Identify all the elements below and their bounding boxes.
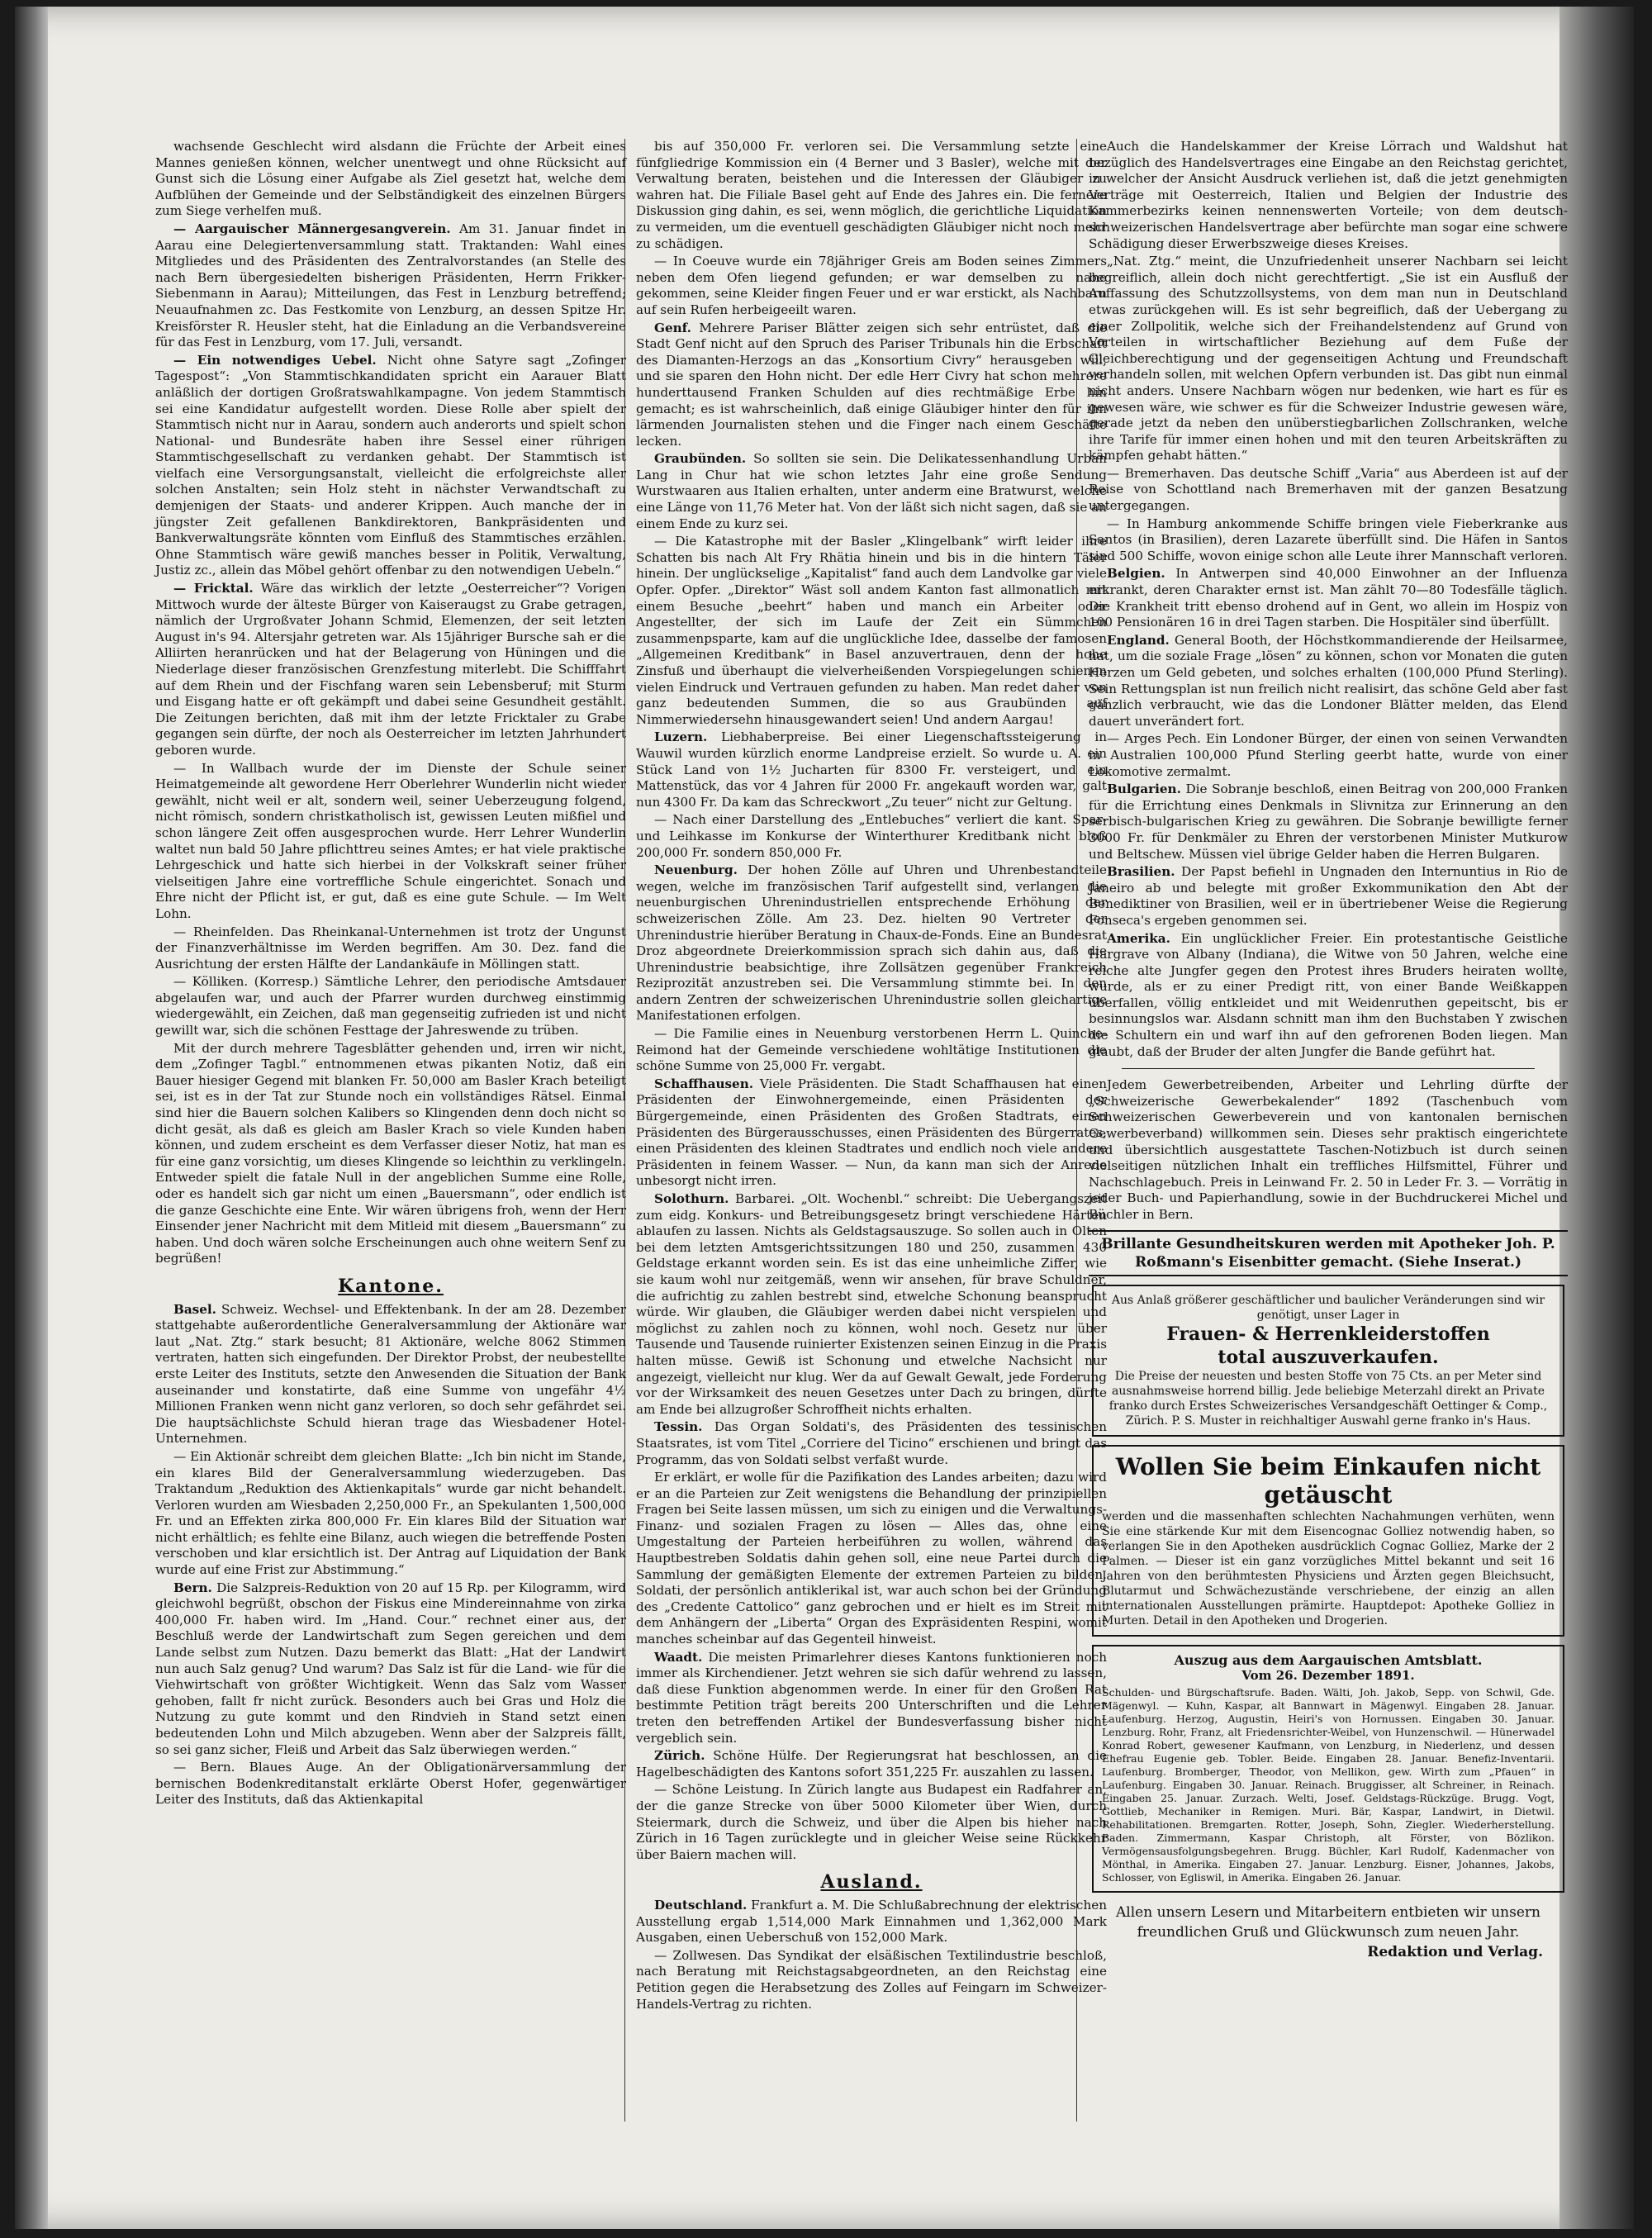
column-2 (636, 139, 1107, 2138)
article-text: — Rheinfelden. Das Rheinkanal-Unternehmen ist trotz der Ungunst der Finanzverhältnisse im Werden begriffen. Am 30. Dez. fand die Ausrichtung der ersten Hälfte der Landankäufe in Möllingen statt. (155, 924, 626, 972)
new-year-greeting (1089, 1903, 1568, 1962)
article-lead: Zürich. (654, 1748, 705, 1764)
article-text: Waadt. Die meisten Primarlehrer dieses Kantons funktionieren noch immer als Kirchendiener. Jetzt wehren sie sich dafür wehrend zu lassen, daß diese Funktion abgenommen werde. In einer für den Großen Rat bestimmte Petition trägt bereits 200 Unterschriften und die Lehrer treten den betreffenden Artikel der Bundesverfassung bisher nicht vergeblich sein. (636, 1649, 1107, 1746)
notice-eisenbitter: Brillante Gesundheitskuren werden mit Apotheker Joh. P. Roßmann's Eisenbitter gemacht. (Siehe Inserat.) (1089, 1230, 1568, 1276)
article-text: Solothurn. Barbarei. „Olt. Wochenbl.“ schreibt: Die Uebergangszeit zum eidg. Konkurs- und Betreibungsgesetz bringt verschiedene Härten ablaufen zu lassen. Nichts als Geldstagsauszuge. So sollen auch in Olten bei dem letzten Amtsgerichtssitzungen 180 und 250, zusammen 430 Geldstage erkannt worden sein. Es ist das eine unheimliche Ziffer, wie sie kaum wohl nur zeitgemäß, wenn wir ansehen, für brave Schuldner, die aufrichtig zu zahlen bestrebt sind, etwelche Schonung beansprucht würde. Wir glauben, die Gläubiger werden dabei nicht verspielen und möglichst zu zahlen noch zu können, wohl noch. Gesetz nur über Tausende und Tausende ruinierter Existenzen seinen Einzug in die Praxis halten müsse. Gewiß ist Schonung und etwelche Nachsicht nur angezeigt, vielleicht nur klug. Wer da auf Gewalt Gewalt, jede Forderung vor der Wirksamkeit des neuen Gesetzes unter Dach zu bringen, dürfte am Ende bei allzugroßer Schroffheit nichts erhalten. (636, 1191, 1107, 1417)
article-text: „Nat. Ztg.“ meint, die Unzufriedenheit unserer Nachbarn sei leicht begreiflich, allein doch nicht gerechtfertigt. „Sie ist ein Ausfluß der Auffassung des Schutzzollsystems, von dem man nun in Deutschland etwas zurückgehen will. Es ist sehr begreiflich, daß der Uebergang zu einer Zollpolitik, welche sich der Freihandelstendenz auf Grund von Vorteilen in wirtschaftlicher Beziehung auf dem Fuße der Gleichberechtigung und der gegenseitigen Achtung und Freundschaft verhandeln sollen, mit welchen Opfern verbunden ist. Das gibt nun einmal nicht anders. Unsere Nachbarn wögen nur bedenken, wie hart es für es gewesen wäre, wie schwer es für die Schweizer Industrie gewesen wäre, gerade jetzt da neben den unüberstiegbarlichen Zollschranken, welche ihre Tarife für immer einen hohen und mit den teuren Arbeitskräften zu kämpfen gehabt hätten.“ (1089, 254, 1568, 463)
article-text: — In Coeuve wurde ein 78jähriger Greis am Boden seines Zimmers neben dem Ofen liegend gefunden; er war demselben zu nahe gekommen, seine Kleider fingen Feuer und er war erstickt, als Nachbarn auf sein Rufen herbeigeeilt waren. (636, 254, 1107, 317)
article-text: Genf. Mehrere Pariser Blätter zeigen sich sehr entrüstet, daß die Stadt Genf nicht auf den Spruch des Pariser Tribunals hin die Erbschaft des Diamanten-Herzogs an das „Konsortium Civry“ herausgeben will, und sie sparen den Hohn nicht. Der edle Herr Civry hat schon mehrere hunderttausend Franken Schulden auf dies rechtmäßige Erbe hin gemacht; es ist wahrscheinlich, daß einige Gläubiger hinter den für ihn lärmenden Journalisten stehen und die Finger nach einem Geschäfte lecken. (636, 320, 1107, 449)
article-text: — Schöne Leistung. In Zürich langte aus Budapest ein Radfahrer an, der die ganze Strecke von über 5000 Kilometer über Wien, durch Steiermark, durch die Schweiz, und über die Alpen bis hieher nach Zürich in 16 Tagen zurücklegte und in gleicher Weise seine Rückkehr über Baiern machen will. (636, 1782, 1107, 1862)
article-text: — Die Familie eines in Neuenburg verstorbenen Herrn L. Quinche-Reimond hat der Gemeinde verschiedene wohltätige Institutionen die schöne Summe von 25,000 Fr. vergabt. (636, 1026, 1107, 1074)
article-lead: Luzern. (654, 729, 708, 745)
article-text: — Ein notwendiges Uebel. Nicht ohne Satyre sagt „Zofinger Tagespost“: „Von Stammtischkandidaten spricht ein Aarauer Blatt anläßlich der dortigen Großratswahlkampagne. Von jedem Stammtisch sei eine Kandidatur aufgestellt worden. Diese Rolle aber spielt der Stammtisch nicht nur in Aarau, sondern auch anderorts und spielt schon National- und Bundesräte haben ihre Sessel einer rührigen Stammtischgesellschaft zu verdanken gehabt. Der Stammtisch ist vielfach eine Versorgungsanstalt, vielleicht die erfolgreichste aller solchen Anstalten; sein Holz steht in nächster Verwandtschaft zu demjenigen der Staats- und anderer Krippen. Auch manche der in jüngster Zeit gefallenen Bankdirektoren, Bankpräsidenten und Bankverwaltungsräte könnten vom Einfluß des Stammtisches erzählen. Ohne Stammtisch wäre gewiß manches besser in Politik, Verwaltung, Justiz zc., allein das Möbel gehört offenbar zu den notwendigen Uebeln.“ (155, 352, 626, 578)
article-lead: Waadt. (654, 1649, 703, 1665)
article-text: wachsende Geschlecht wird alsdann die Früchte der Arbeit eines Mannes genießen können, welcher unentwegt und ohne Rücksicht auf Gunst sich die Lösung einer Aufgabe als Ziel gesetzt hat, welche dem Aufblühen der Gemeinde und der Selbständigkeit des einzelnen Bürgers zum Siege verhelfen muß. (155, 139, 626, 219)
newspaper-page (15, 7, 1634, 2229)
article-lead: Solothurn. (654, 1191, 729, 1206)
article-text: — Bern. Blaues Auge. An der Obligationärversammlung der bernischen Bodenkreditanstalt erklärte Oberst Hofer, gegenwärtiger Leiter des Instituts, daß das Aktienkapital (155, 1760, 626, 1808)
notice-gewerbekalender: Jedem Gewerbetreibenden, Arbeiter und Lehrling dürfte der „Schweizerische Gewerbekalender“ 1892 (Taschenbuch vom Schweizerischen Gewerbeverein und von kantonalen bernischen Gewerbeverband) willkommen sein. Dieses sehr praktisch eingerichtete und übersichtlich ausgestattete Taschen-Notizbuch ist durch seinen vielseitigen nützlichen Inhalt ein treffliches Hilfsmittel, Führer und Nachschlagebuch. Preis in Leinwand Fr. 2. 50 in Leder Fr. 3. — Vorrätig in jeder Buch- und Papierhandlung, sowie in der Buchdruckerei Michel und Büchler in Bern. (1089, 1077, 1568, 1222)
article-lead: Genf. (654, 320, 691, 335)
article-text: Brasilien. Der Papst befiehl in Ungnaden den Internuntius in Rio de Janeiro ab und belegte mit großer Exkommunikation den Abt der Benediktiner von Brasilien, weil er in übertriebener Weise die Regierung Fonseca's ergeben genommen sei. (1089, 864, 1569, 928)
article-text: — Arges Pech. Ein Londoner Bürger, der einen von seinen Verwandten in Australien 100,000 Pfund Sterling geerbt hatte, wurde von einer Lokomotive zermalmt. (1089, 731, 1568, 779)
divider (1122, 1068, 1535, 1069)
article-text: Mit der durch mehrere Tagesblätter gehenden und, irren wir nicht, dem „Zofinger Tagbl.“ entnommenen etwas pikanten Notiz, daß ein Bauer hiesiger Gegend mit blanken Fr. 50,000 am Basler Krach beteiligt sei, ist es in der Tat zur Stunde noch ein vollständiges Rätsel. Einmal sind hier die Bauern solchen Kalibers so Klingenden denn doch nicht so dicht gesät, als daß es gleich am Basler Krach so viele Kunden haben können, und zudem erscheint es dem Verfasser dieser Notiz, hat man es für eine ganz vorsichtig, um dieses Klingende so leichthin zu verklingeln. Entweder spielt die fatale Null in der angeblichen Summe eine Rolle, oder es handelt sich gar nicht um einen „Bauersmann“, oder endlich ist die ganze Geschichte eine Ente. Wir wären übrigens froh, wenn der Herr Einsender jener Nachricht mit dem Mitleid mit diesem „Bauersmann“ zu haben. Und doch wären solche Erscheinungen auch ohne weitern Senf zu begrüßen! (155, 1040, 626, 1266)
column-3 (1089, 139, 1568, 2138)
article-lead: Tessin. (654, 1419, 703, 1435)
amtsblatt-date: Vom 26. Dezember 1891. (1241, 1667, 1415, 1683)
article-text: — Bremerhaven. Das deutsche Schiff „Varia“ aus Aberdeen ist auf der Reise von Schottland nach Bremerhaven mit der ganzen Besatzung untergegangen. (1089, 465, 1568, 514)
article-text: — Zollwesen. Das Syndikat der elsäßischen Textilindustrie beschloß, nach Beratung mit Reichstagsabgeordneten, an den Reichstag eine Petition gegen die Herabsetzung des Zolles auf Feingarn im Schweizer-Handels-Vertrag zu richten. (636, 1947, 1107, 2012)
article-lead: — Aargauischer Männergesangverein. (173, 221, 451, 236)
greeting-signature: Redaktion und Verlag. (1367, 1943, 1543, 1960)
ad-headline: Wollen Sie beim Einkaufen nicht getäuscht (1115, 1452, 1541, 1509)
article-lead: Graubünden. (654, 451, 747, 467)
advertisement-stoffe (1092, 1285, 1564, 1437)
amtsblatt-title: Auszug aus dem Aargauischen Amtsblatt. (1174, 1651, 1483, 1668)
article-text: — Ein Aktionär schreibt dem gleichen Blatte: „Ich bin nicht im Stande, ein klares Bild der Generalversammlung wiederzugeben. Das Traktandum „Reduktion des Aktienkapitals“ wurde gar nicht behandelt. Verloren wurden am Wiesbaden 2,250,000 Fr., an Spekulanten 1,500,000 Fr. und an Effekten zirka 800,000 Fr. Ein klares Bild der Situation war nicht erhältlich; es fehlte eine Bilanz, auch wiegen die betreffende Posten verschoben und klar ersichtlich ist. Der Antrag auf Liquidation der Bank wurde auf eine Frist zur Abstimmung.“ (155, 1448, 626, 1578)
article-text: Luzern. Liebhaberpreise. Bei einer Liegenschaftssteigerung in Wauwil wurden kürzlich enorme Landpreise erzielt. So wurde u. A. ein Stück Land von 1½ Jucharten für 8300 Fr. versteigert, und ein Mattenstück, das vor 4 Jahren für 2000 Fr. angekauft worden war, galt nun 4300 Fr. Da kam das Schreckwort „Zu teuer“ nicht zur Geltung. (636, 729, 1107, 810)
article-text: — In Hamburg ankommende Schiffe bringen viele Fieberkranke aus Santos (in Brasilien), deren Lazarete überfüllt sind. Die Häfen in Santos sind 500 Schiffe, wovon einige schon alle Leute ihrer Mannschaft verloren. (1089, 516, 1568, 563)
article-lead: Brasilien. (1107, 864, 1175, 880)
advertisement-cognac (1092, 1445, 1564, 1637)
ad-body: Die Preise der neuesten und besten Stoffe von 75 Cts. an per Meter sind ausnahmsweise horrend billig. Jede beliebige Meterzahl direkt an Private franko durch Erstes Schweizerisches Versandgeschäft Oettinger & Comp., Zürich. P. S. Muster in reichhaltiger Auswahl gerne franko in's Haus. (1108, 1369, 1548, 1428)
article-text: — Nach einer Darstellung des „Entlebuches“ verliert die kant. Spar- und Leihkasse im Konkurse der Winterthurer Kreditbank nicht bloß 200,000 Fr. sondern 850,000 Fr. (636, 812, 1107, 860)
article-lead: Amerika. (1107, 930, 1170, 946)
article-text: Tessin. Das Organ Soldati's, des Präsidenten des tessinischen Staatsrates, ist vom Titel „Corriere del Ticino“ erschienen und bringt das Programm, das von Soldati selbst verfaßt wurde. (636, 1419, 1107, 1467)
article-text: Bulgarien. Die Sobranje beschloß, einen Beitrag von 200,000 Franken für die Errichtung eines Denkmals in Slivnitza zur Erinnerung an den serbisch-bulgarischen Krieg zu gewähren. Die Sobranje bewilligte ferner 3000 Fr. für Denkmäler zu Ehren der verstorbenen Minister Mutkurow und Beltschew. Müssen viel übrige Gelder haben die Herren Bulgaren. (1089, 782, 1568, 862)
column-1 (155, 139, 626, 2138)
article-lead: England. (1107, 632, 1170, 648)
scan-edge-left (15, 7, 48, 2229)
article-text: Graubünden. So sollten sie sein. Die Delikatessenhandlung Urban Lang in Chur hat wie schon letztes Jahr eine große Sendung Wurstwaaren aus Italien erhalten, unter anderm eine Bratwurst, welche eine Länge von 11,76 Meter hat. Von der läßt sich nicht sagen, daß sie an einem Ende zu kurz sei. (636, 451, 1108, 531)
article-lead: Schaffhausen. (654, 1076, 754, 1091)
article-text: Schaffhausen. Viele Präsidenten. Die Stadt Schaffhausen hat einen Präsidenten der Einwohnergemeinde, einen Präsidenten der Bürgergemeinde, einen Präsidenten des Großen Stadtrats, einen Präsidenten des Bürgerausschusses, einen Präsidenten des Bürgerrates, einen Präsidenten des kleinen Stadtrates und endlich noch viele andere Präsidenten in feinem Wasser. — Nun, da kann man sich der Anrede unbesorgt nicht irren. (636, 1076, 1108, 1189)
amtsblatt-extract (1092, 1645, 1564, 1893)
greeting-text: Allen unsern Lesern und Mitarbeitern entbieten wir unsern freundlichen Gruß und Glückwunsch zum neuen Jahr. (1116, 1903, 1540, 1941)
article-text: Amerika. Ein unglücklicher Freier. Ein protestantische Geistliche Hargrave von Albany (Indiana), die Witwe von 50 Jahren, welche eine reiche alte Jungfer gegen den Protest ihres Bruders heiraten wollte, wurde, als er zu einer Predigt ritt, von einer Bande Weißkappen überfallen, völlig entkleidet und mit Weidenruthen gepeitscht, bis er besinnungslos war. Alsdann schnitt man ihm den Buchstaben Y zwischen die Schultern ein und warf ihn auf den gefrorenen Boden liegen. Man glaubt, daß der Bruder der alten Jungfer die Bande geführt hat. (1089, 930, 1568, 1059)
article-lead: Neuenburg. (654, 862, 738, 878)
article-text: Deutschland. Frankfurt a. M. Die Schlußabrechnung der elektrischen Ausstellung ergab 1,514,000 Mark Einnahmen und 1,362,000 Mark Ausgaben, einen Ueberschuß von 152,000 Mark. (636, 1897, 1107, 1946)
article-text: bis auf 350,000 Fr. verloren sei. Die Versammlung setzte eine fünfgliedrige Kommission ein (4 Berner und 3 Basler), welche mit der Verwaltung beraten, beistehen und die Interessen der Gläubiger zu wahren hat. Die Filiale Basel geht auf Ende des Jahres ein. Die fernere Diskussion ging dahin, es sei, wenn möglich, die gerichtliche Liquidation zu vermeiden, um die eventuell geschädigten Gläubiger nicht noch mehr zu schädigen. (636, 139, 1107, 251)
article-text: Auch die Handelskammer der Kreise Lörrach und Waldshut hat bezüglich des Handelsvertrages eine Eingabe an den Reichstag gerichtet, in welcher der Ansicht Ausdruck verliehen ist, daß die jetzt genehmigten Verträge mit Oesterreich, Italien und Belgien der Industrie des Kammerbezirks keinen nennenswerten Vorteile; von dem deutsch-schweizerischen Handelsvertrage aber befürchte man sogar eine schwere Schädigung dieser Erwerbszweige dieses Kreises. (1089, 139, 1568, 251)
article-text: — Aargauischer Männergesangverein. Am 31. Januar findet in Aarau eine Delegiertenversammlung statt. Traktanden: Wahl eines Mitgliedes und des Präsidenten des Zentralvorstandes (an Stelle des nach Bern übergesiedelten bisherigen Präsidenten, Herrn Frikker-Siebenmann in Aarau); Mitteilungen, das Fest in Lenzburg betreffend; Neuaufnahmen zc. Das Festkomite von Lenzburg, an dessen Spitze Hr. Kreisförster R. Heusler steht, hat die Einladung an die Verbandsvereine für das Fest in Lenzburg, vom 17. Juli, versandt. (155, 221, 627, 350)
amtsblatt-body: Schulden- und Bürgschaftsrufe. Baden. Wälti, Joh. Jakob, Sepp. von Schwil, Gde. Mägenwyl. — Kuhn, Kaspar, alt Bannwart in Mägenwyl. Eingaben 28. Januar. Laufenburg. Herzog, Augustin, Heiri's von Hornussen. Eingaben 30. Januar. Lenzburg. Rohr, Franz, alt Friedensrichter-Weibel, von Hunzenschwil. — Hünerwadel Konrad Robert, gewesener Kaufmann, von Lenzburg, in Niederlenz, und dessen Ehefrau Eugenie geb. Tobler. Beide. Eingaben 28. Januar. Benefiz-Inventarii. Laufenburg. Bromberger, Theodor, von Mellikon, gew. Wirth zum „Pfauen“ in Laufenburg. Eingaben 30. Januar. Reinach. Bruggisser, alt Schreiner, in Reinach. Eingaben 25. Januar. Zurzach. Welti, Josef. Geldstags-Rückzüge. Brugg. Vogt, Gottlieb, Mechaniker in Remigen. Muri. Bär, Kaspar, Landwirt, in Dietwil. Rehabilitationen. Bremgarten. Rotter, Joseph, Sohn, Ziegler. Wiederherstellung. Baden. Zimmermann, Kaspar Christoph, alt Förster, von Bözlikon. Vermögensausfolgungsbegehren. Brugg. Büchler, Karl Rudolf, Kadenmacher von Mönthal, in Amerika. Eingaben 27. Januar. Lenzburg. Eisner, Johannes, Jakobs, Schlosser, von Egliswil, in Amerika. Eingaben 26. Januar. (1102, 1685, 1555, 1884)
ad-headline: Frauen- & Herrenkleiderstoffen (1166, 1323, 1490, 1345)
article-text: — Kölliken. (Korresp.) Sämtliche Lehrer, den periodische Amtsdauer abgelaufen war, und auch der Pfarrer wurden durchweg einstimmig wiedergewählt, ein Zeichen, daß man gegenseitig zufrieden ist und nicht gewillt war, sich die schönen Festtage der Jahreswende zu trüben. (155, 974, 626, 1038)
article-lead: Basel. (173, 1301, 216, 1317)
ad-headline-2: total auszuverkaufen. (1218, 1346, 1439, 1368)
article-lead: — Fricktal. (173, 581, 254, 596)
article-text: Basel. Schweiz. Wechsel- und Effektenbank. In der am 28. Dezember stattgehabte außerordentliche Generalversammlung der Aktionäre war laut „Nat. Ztg.“ stark besucht; 81 Aktionäre, welche 8062 Stimmen vertraten, hatten sich eingefunden. Der Direktor Probst, der neubestellte erste Leiter des Instituts, setzte den Anwesenden die Situation der Bank auseinander und konstatirte, daß eine Summe von ungefähr 4½ Millionen Franken wenn nicht ganz verloren, so doch sehr gefährdet sei. Die hauptsächlichste Schuld hieran trage das Wiesbadener Hotel-Unternehmen. (155, 1301, 626, 1447)
article-text: Zürich. Schöne Hülfe. Der Regierungsrat hat beschlossen, an die Hagelbeschädigten des Kantons sofort 351,225 Fr. auszahlen zu lassen. (636, 1748, 1107, 1779)
article-text: Neuenburg. Der hohen Zölle auf Uhren und Uhrenbestandteile wegen, welche im französischen Tarif aufgestellt sind, verlangen die neuenburgischen Uhrenindustriellen entsprechende Erhöhung der schweizerischen Zölle. Am 23. Dez. hielten 90 Vertreter der Uhrenindustrie hierüber Beratung in Chaux-de-Fonds. Eine an Bundesrat Droz abgeordnete Dreierkommission sprach sich dahin aus, daß die Uhrenindustrie beabsichtige, ihre Zollsätzen gegenüber Frankreich Reziprozität anzustreben sei. Die Versammlung stimmte bei. In den andern Zentren der schweizerischen Uhrenindustrie sollen gleichartige Manifestationen erfolgen. (636, 862, 1108, 1024)
article-lead: Belgien. (1107, 566, 1165, 582)
ad-body: werden und die massenhaften schlechten Nachahmungen verhüten, wenn Sie eine stärkende Kur mit dem Eisencognac Golliez notwendig haben, so verlangen Sie in den Apotheken ausdrücklich Cognac Golliez, Marke der 2 Palmen. — Dieser ist ein ganz vorzügliches Mittel bekannt und seit 16 Jahren von den berühmtesten Physiciens und Ärzten gegen Bleichsucht, Blutarmut und Schwächezustände verschriebene, der einzig an allen internationalen Ausstellungen prämirte. Hauptdepot: Apotheke Golliez in Murten. Detail in den Apotheken und Drogerien. (1102, 1509, 1555, 1627)
article-text: Belgien. In Antwerpen sind 40,000 Einwohner an der Influenza erkrankt, deren Charakter ernst ist. Man zählt 70—80 Todesfälle täglich. Die Krankheit tritt ebenso drohend auf in Gent, wo allein im Hospiz von 100 Pensionären 16 in drei Tagen starben. Die Hospitäler sind überfüllt. (1089, 566, 1569, 630)
section-heading-kantone: Kantone. (338, 1275, 444, 1297)
article-text: — Fricktal. Wäre das wirklich der letzte „Oesterreicher“? Vorigen Mittwoch wurde der älteste Bürger von Kaiseraugst zu Grabe getragen, nämlich der Urgroßvater Johann Schmid, Elemenzen, der seit letzten August in's 94. Altersjahr getreten war. Als 15jähriger Bursche sah er die Alliirten heranrücken und hat der Belagerung von Hüningen und die Niederlage dieser französischen Grenzfestung miterlebt. Die Schifffahrt auf dem Rhein und der Fischfang waren sein Lebensberuf; mit Sturm und Eisgang hatte er oft gekämpft und dabei seine Gesundheit gestählt. Die Zeitungen berichten, daß mit ihm der letzte Fricktaler zu Grabe gegangen sein dürfte, der noch als Oesterreicher im letzten Jahrhundert geboren wurde. (155, 581, 626, 758)
section-heading-ausland: Ausland. (820, 1871, 923, 1894)
article-lead: — Ein notwendiges Uebel. (173, 352, 377, 368)
article-text: Er erklärt, er wolle für die Pazifikation des Landes arbeiten; dazu wird er an die Parteien zur Zeit wenigstens die Behandlung der prinzipiellen Fragen bei Seite lassen müssen, um sich zu einigen und die Verwaltungs-Finanz- und sozialen Fragen zu lösen — Alles das, ohne eine Umgestaltung der Parteien herbeiführen zu wollen, während das Hauptbestreben Soldatis dahin gehen soll, eine neue Partei durch die Sammlung der gemäßigten Elemente der extremen Parteien zu bilden. Soldati, der persönlich antiklerikal ist, war auch schon bei der Gründung des „Credente Cattolico“ ganz gebrochen und er hielt es im Streit mit dem Anhängern der „Liberta“ Organ des Expräsidenten Respini, womit manches scheinbar auf das Gegenteil hinweist. (636, 1470, 1107, 1647)
article-text: England. General Booth, der Höchstkommandierende der Heilsarmee, hat, um die soziale Frage „lösen“ zu können, schon vor Monaten die guten Herzen um Geld gebeten, und solches erhalten (100,000 Pfund Sterling). Sein Rettungsplan ist nun freilich nicht realisirt, das schöne Geld aber fast gänzlich verbraucht, wie das die Londoner Blätter melden, das Elend dauert unverändert fort. (1089, 632, 1568, 729)
ad-intro: Aus Anlaß größerer geschäftlicher und baulicher Veränderungen sind wir genötigt, unser Lager in (1111, 1293, 1545, 1322)
scan-edge-right (1559, 7, 1634, 2229)
article-lead: Bern. (173, 1580, 212, 1595)
article-lead: Deutschland. (654, 1897, 748, 1913)
article-text: — Die Katastrophe mit der Basler „Klingelbank“ wirft leider ihre Schatten bis nach Alt Fry Rhätia hinein und bis in die hintern Täler hinein. Der unglückselige „Kapitalist“ fand auch dem Landvolke gar viele Opfer. Opfer. „Direktor“ Wäst soll andem Kanton fast allmonatlich mit einem Besuche „beehrt“ haben und manch ein Arbeiter oder Angestellter, der sich im Laufe der Zeit ein Sümmchen zusammenpsparte, kam auf die unglückliche Idee, dasselbe der famosen „Allgemeinen Kreditbank“ in Basel anzuvertrauen, denn der hohe Zinsfuß und überhaupt die vielverheißenden Vorspiegelungen schienen vielen Eindruck und Vertrauen gefunden zu haben. Man redet daher von ganz bedeutenden Summen, die so aus Graubünden auf Nimmerwiedersehn hinausgewandert seien! Und andern Aargau! (636, 534, 1107, 727)
article-text: — In Wallbach wurde der im Dienste der Schule seiner Heimatgemeinde alt gewordene Herr Oberlehrer Wunderlin nicht wieder gewählt, nicht weil er alt, sondern weil, seiner Ueberzeugung folgend, nicht römisch, sondern christkatholisch ist, gewissen Leuten mißfiel und schon längere Zeit offen ausgesprochen wurde. Herr Lehrer Wunderlin waltet nun bald 50 Jahre pflichttreu seines Amtes; er hat viele praktische Lehrgeschick und hatte sich hierbei in der Volkskraft seiner früher vielseitigen Jahre eine vortreffliche Schule eingerichtet. Sonach und Ehre nicht der Pflicht ist, er gut, daß es eine gute Schule. — Im Welt Lohn. (155, 760, 626, 921)
article-lead: Bulgarien. (1107, 782, 1181, 797)
article-text: Bern. Die Salzpreis-Reduktion von 20 auf 15 Rp. per Kilogramm, wird gleichwohl begrüßt, obschon der Fiskus eine Mindereinnahme von zirka 400,000 Fr. haben wird. Im „Hand. Cour.“ rechnet einer aus, der Beschluß werde der Landwirtschaft zum Segen gereichen und dem Lande selbst zum Nutzen. Dazu bemerkt das Blatt: „Hat der Landwirt nun auch Salz genug? Und warum? Das Salz ist für die Land- wie für die Viehwirtschaft von größter Wichtigkeit. Wenn das Salz vom Wasser gehoben, fallt fr nicht zurück. Besonders auch bei Gras und Holz die Nutzung zu gute kommt und den Rindvieh in Stand setzt einen bedeutenden Lohn und Milch abzugeben. Wenn aber der Salzpreis fällt, so sei ganz sicher, Fleiß und Arbeit das Salz überwiegen werden.“ (155, 1580, 626, 1757)
